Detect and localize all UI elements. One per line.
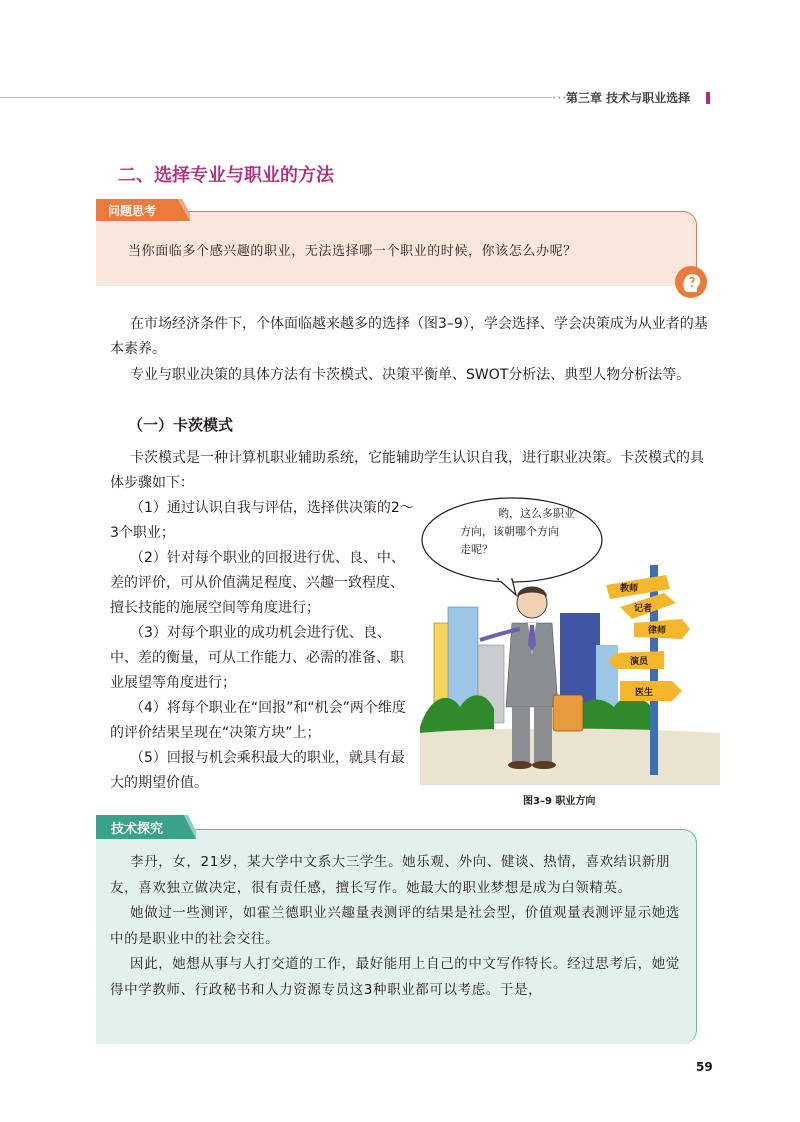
sign-label: 医生 [635,688,654,698]
question-text: 当你面临多个感兴趣的职业，无法选择哪一个职业的时候，你该怎么办呢？ [128,244,577,259]
chapter-header: 第三章 技术与职业选择 [566,91,691,105]
figure-caption: 图3–9 职业方向 [523,796,596,807]
speech-line: 方向，该朝哪个方向 [460,525,559,538]
sign-label: 演员 [630,657,649,667]
page-number: 59 [696,1060,713,1074]
sign-label: 教师 [620,584,639,594]
step-item: （3）对每个职业的成功机会进行优、良、中、差的衡量，可从工作能力、必需的准备、职业展望等角度进行； [110,625,404,691]
question-label: 问题思考 [108,204,157,218]
step-item: （1）通过认识自我与评估，选择供决策的2～3个职业； [110,500,414,541]
steps-list [110,496,416,796]
speech-line: 哟，这么多职业 [498,507,575,520]
section-title: 二、选择专业与职业的方法 [118,165,334,186]
step-item: （4）将每个职业在“回报”和“机会”两个维度的评价结果呈现在“决策方块”上； [110,700,406,741]
tech-paragraph: 她做过一些测评，如霍兰德职业兴趣量表测评的结果是社会型，价值观量表测评显示她选中的是职业中的社会交往。 [110,905,680,947]
paragraph-2: 专业与职业决策的具体方法有卡茨模式、决策平衡单、SWOT分析法、典型人物分析法等。 [130,367,691,383]
career-direction-illustration [420,495,720,785]
question-head-icon [674,265,708,299]
header-dots: ••• [552,94,568,102]
tech-paragraph: 因此，她想从事与人打交道的工作，最好能用上自己的中文写作特长。经过思考后，她觉得中学教师、行政秘书和人力资源专员这3种职业都可以考虑。于是， [110,956,680,998]
sign-label: 记者 [634,604,653,614]
subsection-title: （一）卡茨模式 [128,416,234,434]
katz-intro: 卡茨模式是一种计算机职业辅助系统，它能辅助学生认识自我，进行职业决策。卡茨模式的具体步骤如下： [110,450,704,491]
tech-body [110,850,684,1003]
header-rule [0,97,552,98]
header-accent-bar [706,92,710,104]
paragraph-1: 在市场经济条件下，个体面临越来越多的选择（图3–9），学会选择、学会决策成为从业者的基本素养。 [110,316,708,357]
tech-label: 技术探究 [111,822,164,837]
step-item: （5）回报与机会乘积最大的职业，就具有最大的期望价值。 [110,750,405,791]
step-item: （2）针对每个职业的回报进行优、良、中、差的评价，可从价值满足程度、兴趣一致程度、擅长技能的施展空间等角度进行； [110,550,405,616]
sign-label: 律师 [648,626,667,636]
tech-paragraph: 李丹，女，21岁，某大学中文系大三学生。她乐观、外向、健谈、热情，喜欢结识新朋友，喜欢独立做决定，很有责任感，擅长写作。她最大的职业梦想是成为白领精英。 [110,854,671,896]
speech-line: 走呢？ [460,543,493,556]
